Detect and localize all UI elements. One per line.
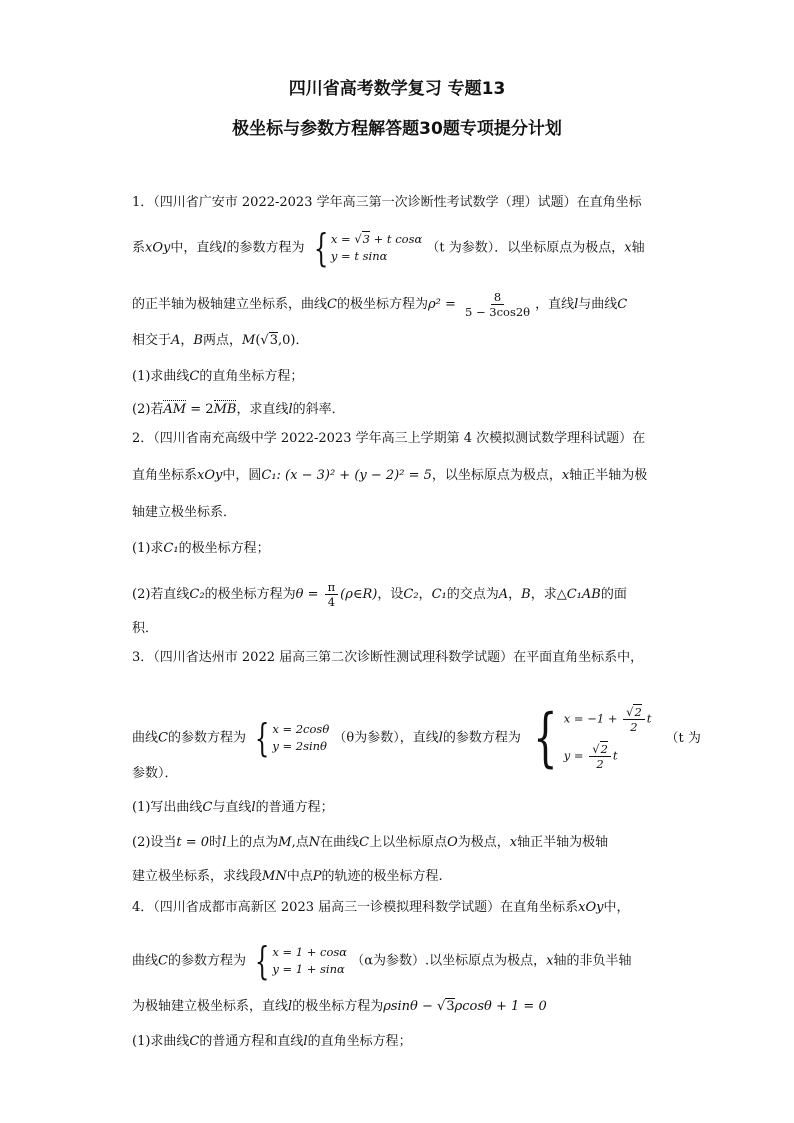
p4-q1: (1)求曲线C的普通方程和直线l的直角坐标方程； bbox=[132, 1034, 412, 1049]
p3-line-system: { x = −1 + $\frac{√2}{2}$ t y = $\frac{√2}{2}$ t bbox=[533, 701, 652, 775]
p4-line-2: 曲线C的参数方程为 { x = 1 + cosα y = 1 + sinα （α为参数）.以坐标原点为极点，x轴的非负半轴 bbox=[132, 939, 632, 983]
p4-line-1: 4．（四川省成都市高新区 2023 届高三一诊模拟理科数学试题）在直角坐标系xOy中， bbox=[132, 900, 630, 915]
p3-q2-cont: 建立极坐标系，求线段MN中点P的轨迹的极坐标方程. bbox=[132, 869, 443, 884]
p1-line-4: 相交于A，B两点，M(√3,0)． bbox=[132, 333, 309, 348]
p1-param-system: { x = √3 + t cosα y = t sinα bbox=[313, 226, 423, 270]
p2-q2: (2)若直线C₂的极坐标方程为θ = $\frac{\pi}{4}$ (ρ∈R)，设C₂，C₁的交点为A，B，求△C₁AB的面 bbox=[132, 580, 627, 609]
p2-line-2: 直角坐标系xOy中，圆C₁: (x − 3)² + (y − 2)² = 5，以坐标原点为极点，x轴正半轴为极 bbox=[132, 468, 648, 483]
p2-line-3: 轴建立极坐标系． bbox=[132, 505, 237, 520]
p4-line-3: 为极轴建立极坐标系，直线l的极坐标方程为ρsinθ − √3ρcosθ + 1 = 0 bbox=[132, 999, 547, 1014]
p1-fraction: $\frac{8}{5 - 3\cos 2\theta}$ bbox=[465, 290, 531, 319]
p3-line-2: 曲线C的参数方程为 { x = 2cosθ y = 2sinθ （θ为参数），直线l的参数方程为 { x = −1 + $\frac{√2}{2}$ t y = $\frac{√2}{2}$ t （t 为 bbox=[132, 701, 701, 775]
title-line-1: 四川省高考数学复习 专题13 bbox=[288, 79, 506, 99]
p3-line-3: 参数）． bbox=[132, 766, 178, 781]
title-line-2: 极坐标与参数方程解答题30题专项提分计划 bbox=[232, 119, 562, 139]
p1-line-2: 系xOy中，直线l的参数方程为 { x = √3 + t cosα y = t sinα （t 为参数）．以坐标原点为极点，x轴 bbox=[132, 226, 645, 270]
p1-line-1: 1．（四川省广安市 2022-2023 学年高三第一次诊断性考试数学（理）试题）在直角坐标 bbox=[132, 195, 642, 210]
p1-q1: (1)求曲线C的直角坐标方程； bbox=[132, 369, 304, 384]
p1-q2: (2)若AM = 2MB，求直线l的斜率． bbox=[132, 402, 345, 417]
p3-curve-system: { x = 2cosθ y = 2sinθ bbox=[254, 716, 330, 760]
p1-line-3: 的正半轴为极轴建立坐标系，曲线C的极坐标方程为ρ² = $\frac{8}{5 - 3\cos 2\theta}$ ，直线l与曲线C bbox=[132, 290, 628, 319]
p2-q2-cont: 积． bbox=[132, 621, 159, 636]
p3-line-1: 3．（四川省达州市 2022 届高三第二次诊断性测试理科数学试题）在平面直角坐标系中， bbox=[132, 650, 644, 665]
p3-q2: (2)设当t = 0时l上的点为M,点N在曲线C上以坐标原点O为极点，x轴正半轴为极轴 bbox=[132, 835, 609, 850]
p3-q1: (1)写出曲线C与直线l的普通方程； bbox=[132, 800, 334, 815]
p4-curve-system: { x = 1 + cosα y = 1 + sinα bbox=[254, 939, 348, 983]
p2-line-1: 2．（四川省南充高级中学 2022-2023 学年高三上学期第 4 次模拟测试数学理科试题）在 bbox=[132, 431, 646, 446]
p2-q1: (1)求C₁的极坐标方程； bbox=[132, 541, 270, 556]
